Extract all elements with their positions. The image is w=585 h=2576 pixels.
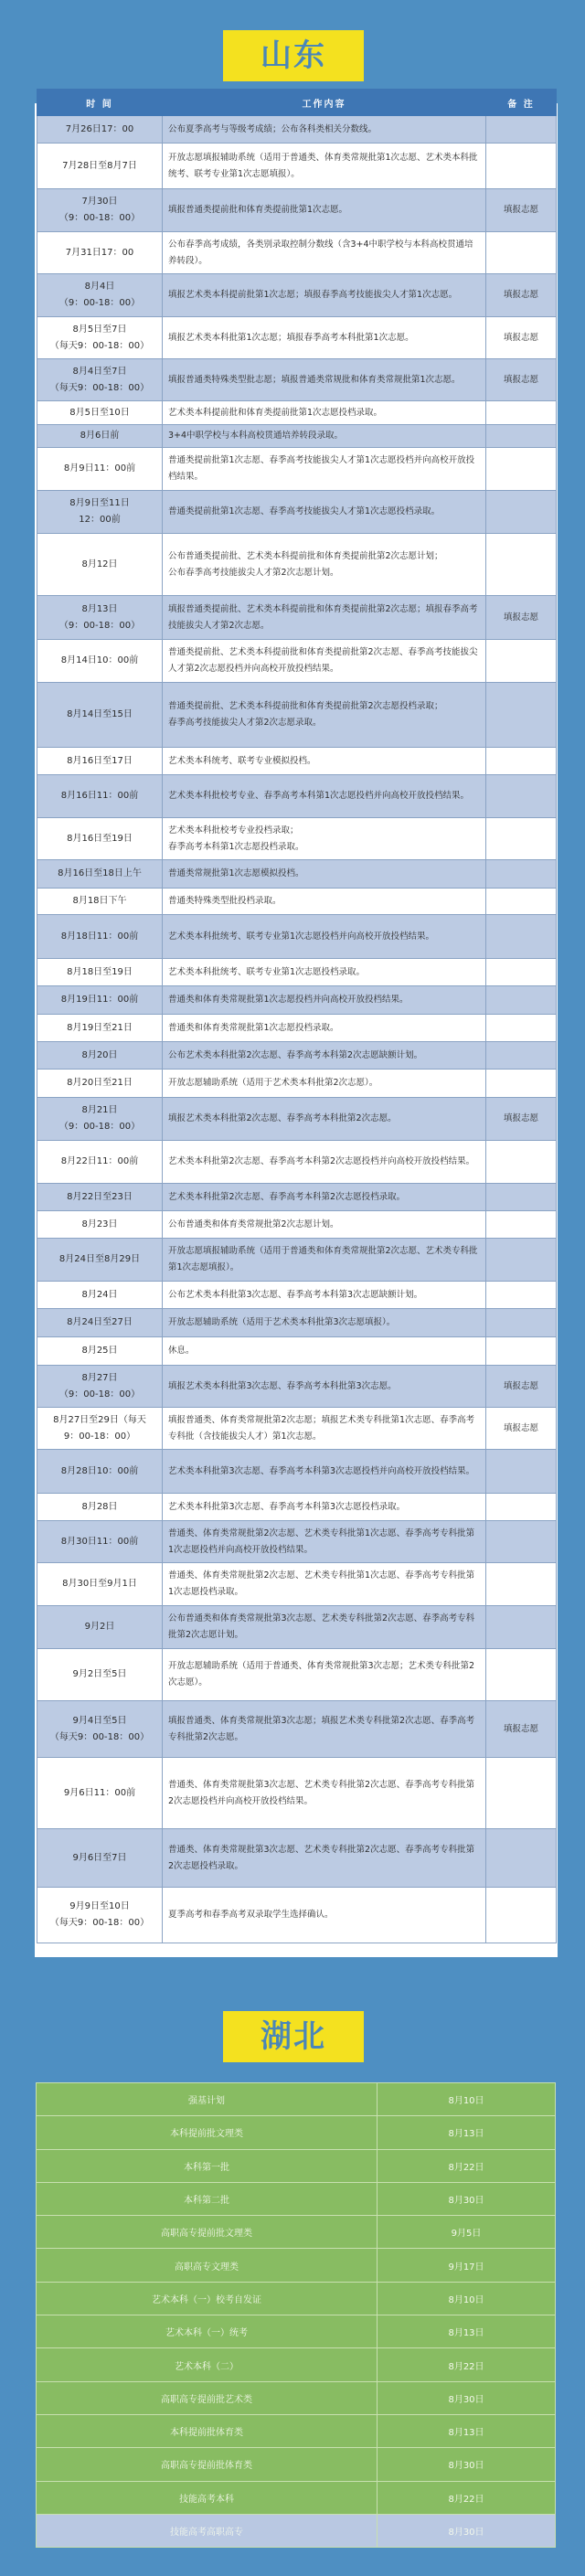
batch-cell: 本科提前批文理类 <box>37 2116 378 2149</box>
table-row <box>37 2315 556 2348</box>
time-cell: 7月28日至8月7日 <box>37 144 163 189</box>
time-cell: 9月9日至10日 （每天9：00-18：00） <box>37 1888 163 1943</box>
table-row <box>37 1888 557 1943</box>
time-cell: 8月14日10：00前 <box>37 640 163 683</box>
remark-cell <box>486 491 557 534</box>
table-row <box>37 1758 557 1829</box>
remark-cell <box>486 1888 557 1943</box>
remark-cell <box>486 683 557 748</box>
table-row <box>37 189 557 232</box>
content-cell: 公布艺术类本科批第2次志愿、春季高考本科第2次志愿缺额计划。 <box>163 1042 486 1070</box>
table-row <box>37 2414 556 2447</box>
table-row <box>37 1282 557 1309</box>
time-cell: 8月18日11：00前 <box>37 915 163 959</box>
table-row <box>37 2249 556 2282</box>
remark-cell <box>486 748 557 775</box>
batch-cell: 技能高考本科 <box>37 2481 378 2514</box>
table-row <box>37 2381 556 2414</box>
remark-cell: 填报志愿 <box>486 1366 557 1408</box>
remark-cell <box>486 1829 557 1888</box>
table-row <box>37 775 557 818</box>
table-row <box>37 116 557 144</box>
content-cell: 开放志愿辅助系统（适用于艺术类本科批第3次志愿填报）。 <box>163 1309 486 1337</box>
shandong-title-badge <box>223 30 364 81</box>
content-cell: 填报艺术类本科提前批第1次志愿；填报春季高考技能拔尖人才第1次志愿。 <box>163 274 486 317</box>
time-cell: 8月20日至21日 <box>37 1070 163 1098</box>
time-cell: 8月25日 <box>37 1337 163 1366</box>
time-cell: 8月16日11：00前 <box>37 775 163 818</box>
table-row <box>37 1211 557 1239</box>
header-remark: 备 注 <box>486 90 557 116</box>
table-row <box>37 2083 556 2116</box>
table-row <box>37 2149 556 2182</box>
remark-cell: 填报志愿 <box>486 317 557 359</box>
content-cell: 休息。 <box>163 1337 486 1366</box>
date-cell: 8月10日 <box>378 2282 556 2315</box>
table-row <box>37 2282 556 2315</box>
date-cell: 8月13日 <box>378 2414 556 2447</box>
time-cell: 8月13日 （9：00-18：00） <box>37 596 163 640</box>
content-cell: 艺术类本科统考、联考专业模拟投档。 <box>163 748 486 775</box>
remark-cell <box>486 1070 557 1098</box>
remark-cell <box>486 818 557 860</box>
table-row <box>37 860 557 889</box>
table-row <box>37 1337 557 1366</box>
table-row <box>37 359 557 401</box>
table-row <box>37 1494 557 1521</box>
batch-cell: 高职高专文理类 <box>37 2249 378 2282</box>
time-cell: 8月28日 <box>37 1494 163 1521</box>
table-row <box>37 683 557 748</box>
time-cell: 7月26日17：00 <box>37 116 163 144</box>
time-cell: 8月12日 <box>37 534 163 596</box>
content-cell: 填报艺术类本科批第3次志愿、春季高考本科批第3次志愿。 <box>163 1366 486 1408</box>
time-cell: 8月9日至11日 12：00前 <box>37 491 163 534</box>
content-cell: 普通类、体育类常规批第2次志愿、艺术类专科批第1次志愿、春季高考专科批第1次志愿投档录取。 <box>163 1563 486 1606</box>
time-cell: 7月31日17：00 <box>37 232 163 274</box>
remark-cell: 填报志愿 <box>486 1408 557 1450</box>
content-cell: 普通类、体育类常规批第3次志愿、艺术类专科批第2次志愿、春季高考专科批第2次志愿投档并向高校开放投档结果。 <box>163 1758 486 1829</box>
table-row <box>37 1521 557 1563</box>
time-cell: 9月6日至7日 <box>37 1829 163 1888</box>
content-cell: 公布普通类和体育类常规批第2次志愿计划。 <box>163 1211 486 1239</box>
date-cell: 8月10日 <box>378 2083 556 2116</box>
remark-cell <box>486 1337 557 1366</box>
remark-cell: 填报志愿 <box>486 1098 557 1141</box>
table-row <box>37 1366 557 1408</box>
remark-cell <box>486 1521 557 1563</box>
table-row <box>37 1239 557 1282</box>
batch-cell: 本科第一批 <box>37 2149 378 2182</box>
batch-cell: 高职高专提前批艺术类 <box>37 2381 378 2414</box>
table-row <box>37 986 557 1015</box>
content-cell: 普通类提前批、艺术类本科提前批和体育类提前批第2次志愿、春季高考技能拔尖人才第2次志愿投档并向高校开放投档结果。 <box>163 640 486 683</box>
content-cell: 开放志愿填报辅助系统（适用于普通类和体育类常规批第2次志愿、艺术类专科批第1次志愿填报）。 <box>163 1239 486 1282</box>
content-cell: 开放志愿辅助系统（适用于艺术类本科批第2次志愿）。 <box>163 1070 486 1098</box>
remark-cell <box>486 889 557 915</box>
remark-cell <box>486 1184 557 1211</box>
header-content: 工作内容 <box>163 90 486 116</box>
table-row <box>37 818 557 860</box>
hubei-title: 湖北 <box>261 2018 326 2055</box>
content-cell: 填报普通类提前批、艺术类本科提前批和体育类提前批第2次志愿；填报春季高考技能拔尖人才第2次志愿。 <box>163 596 486 640</box>
table-row <box>37 274 557 317</box>
content-cell: 3+4中职学校与本科高校贯通培养转段录取。 <box>163 425 486 448</box>
content-cell: 普通类提前批、艺术类本科提前批和体育类提前批第2次志愿投档录取； 春季高考技能拔尖人才第2次志愿录取。 <box>163 683 486 748</box>
time-cell: 8月27日 （9：00-18：00） <box>37 1366 163 1408</box>
content-cell: 艺术类本科批统考、联考专业第1次志愿投档录取。 <box>163 959 486 986</box>
date-cell: 8月13日 <box>378 2315 556 2348</box>
table-row <box>37 425 557 448</box>
shandong-title: 山东 <box>261 37 326 74</box>
remark-cell <box>486 1450 557 1494</box>
table-row <box>37 1141 557 1184</box>
table-row <box>37 317 557 359</box>
table-row <box>37 2448 556 2481</box>
table-row <box>37 1070 557 1098</box>
remark-cell <box>486 860 557 889</box>
remark-cell <box>486 1494 557 1521</box>
remark-cell <box>486 1649 557 1701</box>
table-row <box>37 915 557 959</box>
date-cell: 8月30日 <box>378 2514 556 2547</box>
remark-cell <box>486 116 557 144</box>
time-cell: 8月24日至8月29日 <box>37 1239 163 1282</box>
remark-cell <box>486 144 557 189</box>
content-cell: 填报艺术类本科批第1次志愿；填报春季高考本科批第1次志愿。 <box>163 317 486 359</box>
remark-cell <box>486 1042 557 1070</box>
content-cell: 普通类提前批第1次志愿、春季高考技能拔尖人才第1次志愿投档并向高校开放投档结果。 <box>163 448 486 491</box>
content-cell: 普通类常规批第1次志愿模拟投档。 <box>163 860 486 889</box>
content-cell: 填报普通类提前批和体育类提前批第1次志愿。 <box>163 189 486 232</box>
time-cell: 8月16日至18日上午 <box>37 860 163 889</box>
remark-cell: 填报志愿 <box>486 596 557 640</box>
content-cell: 公布普通类提前批、艺术类本科提前批和体育类提前批第2次志愿计划； 公布春季高考技能拔尖人才第2次志愿计划。 <box>163 534 486 596</box>
content-cell: 艺术类本科批校考专业投档录取； 春季高考本科第1次志愿投档录取。 <box>163 818 486 860</box>
table-row <box>37 1042 557 1070</box>
content-cell: 艺术类本科批统考、联考专业第1次志愿投档并向高校开放投档结果。 <box>163 915 486 959</box>
remark-cell <box>486 1211 557 1239</box>
content-cell: 艺术类本科提前批和体育类提前批第1次志愿投档录取。 <box>163 401 486 425</box>
table-row <box>37 1098 557 1141</box>
time-cell: 8月14日至15日 <box>37 683 163 748</box>
date-cell: 8月30日 <box>378 2182 556 2215</box>
time-cell: 8月19日至21日 <box>37 1015 163 1042</box>
table-row <box>37 748 557 775</box>
table-row <box>37 1701 557 1758</box>
content-cell: 填报艺术类本科批第2次志愿、春季高考本科批第2次志愿。 <box>163 1098 486 1141</box>
time-cell: 8月30日至9月1日 <box>37 1563 163 1606</box>
content-cell: 艺术类本科批第2次志愿、春季高考本科第2次志愿投档录取。 <box>163 1184 486 1211</box>
table-row <box>37 2182 556 2215</box>
table-row <box>37 1309 557 1337</box>
content-cell: 填报普通类、体育类常规批第3次志愿；填报艺术类专科批第2次志愿、春季高考专科批第2次志愿。 <box>163 1701 486 1758</box>
batch-cell: 本科第二批 <box>37 2182 378 2215</box>
content-cell: 普通类、体育类常规批第2次志愿、艺术类专科批第1次志愿、春季高考专科批第1次志愿投档并向高校开放投档结果。 <box>163 1521 486 1563</box>
remark-cell <box>486 1758 557 1829</box>
remark-cell <box>486 1563 557 1606</box>
time-cell: 8月30日11：00前 <box>37 1521 163 1563</box>
table-row <box>37 1829 557 1888</box>
content-cell: 夏季高考和春季高考双录取学生选择确认。 <box>163 1888 486 1943</box>
remark-cell <box>486 232 557 274</box>
remark-cell <box>486 1239 557 1282</box>
time-cell: 9月6日11：00前 <box>37 1758 163 1829</box>
content-cell: 填报普通类、体育类常规批第2次志愿；填报艺术类专科批第1次志愿、春季高考专科批（含技能拔尖人才）第1次志愿。 <box>163 1408 486 1450</box>
time-cell: 8月4日至7日 （每天9：00-18：00） <box>37 359 163 401</box>
table-row <box>37 640 557 683</box>
time-cell: 8月23日 <box>37 1211 163 1239</box>
remark-cell <box>486 986 557 1015</box>
time-cell: 9月4日至5日 （每天9：00-18：00） <box>37 1701 163 1758</box>
remark-cell <box>486 1282 557 1309</box>
table-row <box>37 491 557 534</box>
time-cell: 9月2日 <box>37 1606 163 1649</box>
remark-cell <box>486 959 557 986</box>
time-cell: 8月20日 <box>37 1042 163 1070</box>
table-row <box>37 232 557 274</box>
batch-cell: 强基计划 <box>37 2083 378 2116</box>
time-cell: 8月9日11：00前 <box>37 448 163 491</box>
time-cell: 8月22日11：00前 <box>37 1141 163 1184</box>
content-cell: 公布春季高考成绩，各类别录取控制分数线（含3+4中职学校与本科高校贯通培养转段）。 <box>163 232 486 274</box>
table-row <box>37 2216 556 2249</box>
content-cell: 公布夏季高考与等级考成绩；公布各科类相关分数线。 <box>163 116 486 144</box>
batch-cell: 技能高考高职高专 <box>37 2514 378 2547</box>
content-cell: 艺术类本科批校考专业、春季高考本科第1次志愿投档并向高校开放投档结果。 <box>163 775 486 818</box>
content-cell: 公布艺术类本科批第3次志愿、春季高考本科第3次志愿缺额计划。 <box>163 1282 486 1309</box>
time-cell: 8月4日 （9：00-18：00） <box>37 274 163 317</box>
time-cell: 8月21日 （9：00-18：00） <box>37 1098 163 1141</box>
content-cell: 普通类和体育类常规批第1次志愿投档并向高校开放投档结果。 <box>163 986 486 1015</box>
table-row <box>37 1408 557 1450</box>
date-cell: 9月17日 <box>378 2249 556 2282</box>
date-cell: 8月30日 <box>378 2448 556 2481</box>
content-cell: 艺术类本科批第3次志愿、春季高考本科第3次志愿投档录取。 <box>163 1494 486 1521</box>
time-cell: 9月2日至5日 <box>37 1649 163 1701</box>
date-cell: 8月22日 <box>378 2149 556 2182</box>
remark-cell: 填报志愿 <box>486 1701 557 1758</box>
time-cell: 8月24日至27日 <box>37 1309 163 1337</box>
batch-cell: 艺术本科（二） <box>37 2348 378 2381</box>
batch-cell: 本科提前批体育类 <box>37 2414 378 2447</box>
hubei-schedule-table <box>36 2082 556 2548</box>
table-row <box>37 1649 557 1701</box>
table-row <box>37 2116 556 2149</box>
content-cell: 开放志愿辅助系统（适用于普通类、体育类常规批第3次志愿；艺术类专科批第2次志愿）。 <box>163 1649 486 1701</box>
content-cell: 普通类、体育类常规批第3次志愿、艺术类专科批第2次志愿、春季高考专科批第2次志愿投档录取。 <box>163 1829 486 1888</box>
remark-cell: 填报志愿 <box>486 274 557 317</box>
batch-cell: 高职高专提前批文理类 <box>37 2216 378 2249</box>
table-row <box>37 1563 557 1606</box>
remark-cell <box>486 1309 557 1337</box>
remark-cell: 填报志愿 <box>486 189 557 232</box>
content-cell: 普通类提前批第1次志愿、春季高考技能拔尖人才第1次志愿投档录取。 <box>163 491 486 534</box>
date-cell: 8月22日 <box>378 2481 556 2514</box>
time-cell: 8月5日至10日 <box>37 401 163 425</box>
time-cell: 8月16日至19日 <box>37 818 163 860</box>
date-cell: 8月22日 <box>378 2348 556 2381</box>
remark-cell <box>486 534 557 596</box>
table-row <box>37 959 557 986</box>
date-cell: 9月5日 <box>378 2216 556 2249</box>
table-row <box>37 889 557 915</box>
content-cell: 艺术类本科批第3次志愿、春季高考本科第3次志愿投档并向高校开放投档结果。 <box>163 1450 486 1494</box>
table-row <box>37 144 557 189</box>
table-row <box>37 1606 557 1649</box>
table-row <box>37 2481 556 2514</box>
table-row <box>37 448 557 491</box>
shandong-schedule-panel <box>35 99 558 1957</box>
remark-cell <box>486 448 557 491</box>
remark-cell <box>486 1141 557 1184</box>
header-time: 时 间 <box>37 90 163 116</box>
remark-cell <box>486 401 557 425</box>
time-cell: 8月16日至17日 <box>37 748 163 775</box>
remark-cell <box>486 775 557 818</box>
date-cell: 8月30日 <box>378 2381 556 2414</box>
remark-cell <box>486 1606 557 1649</box>
date-cell: 8月13日 <box>378 2116 556 2149</box>
content-cell: 填报普通类特殊类型批志愿；填报普通类常规批和体育类常规批第1次志愿。 <box>163 359 486 401</box>
content-cell: 开放志愿填报辅助系统（适用于普通类、体育类常规批第1次志愿、艺术类本科批统考、联考专业第1次志愿填报）。 <box>163 144 486 189</box>
time-cell: 7月30日 （9：00-18：00） <box>37 189 163 232</box>
batch-cell: 艺术本科（一）校考自发证 <box>37 2282 378 2315</box>
time-cell: 8月18日至19日 <box>37 959 163 986</box>
remark-cell <box>486 1015 557 1042</box>
content-cell: 普通类和体育类常规批第1次志愿投档录取。 <box>163 1015 486 1042</box>
table-row <box>37 596 557 640</box>
table-row <box>37 2514 556 2547</box>
time-cell: 8月24日 <box>37 1282 163 1309</box>
remark-cell <box>486 915 557 959</box>
content-cell: 艺术类本科批第2次志愿、春季高考本科第2次志愿投档并向高校开放投档结果。 <box>163 1141 486 1184</box>
time-cell: 8月19日11：00前 <box>37 986 163 1015</box>
time-cell: 8月22日至23日 <box>37 1184 163 1211</box>
time-cell: 8月5日至7日 （每天9：00-18：00） <box>37 317 163 359</box>
table-row <box>37 534 557 596</box>
hubei-title-badge <box>223 2011 364 2062</box>
batch-cell: 高职高专提前批体育类 <box>37 2448 378 2481</box>
table-row <box>37 2348 556 2381</box>
content-cell: 公布普通类和体育类常规批第3次志愿、艺术类专科批第2次志愿、春季高考专科批第2次志愿计划。 <box>163 1606 486 1649</box>
table-row <box>37 1184 557 1211</box>
remark-cell <box>486 640 557 683</box>
time-cell: 8月18日下午 <box>37 889 163 915</box>
table-row <box>37 1450 557 1494</box>
table-row <box>37 401 557 425</box>
shandong-schedule-table <box>37 89 557 1943</box>
content-cell: 普通类特殊类型批投档录取。 <box>163 889 486 915</box>
batch-cell: 艺术本科（一）统考 <box>37 2315 378 2348</box>
time-cell: 8月28日10：00前 <box>37 1450 163 1494</box>
remark-cell: 填报志愿 <box>486 359 557 401</box>
remark-cell <box>486 425 557 448</box>
table-header-row <box>37 90 557 116</box>
time-cell: 8月6日前 <box>37 425 163 448</box>
time-cell: 8月27日至29日（每天 9：00-18：00） <box>37 1408 163 1450</box>
table-row <box>37 1015 557 1042</box>
